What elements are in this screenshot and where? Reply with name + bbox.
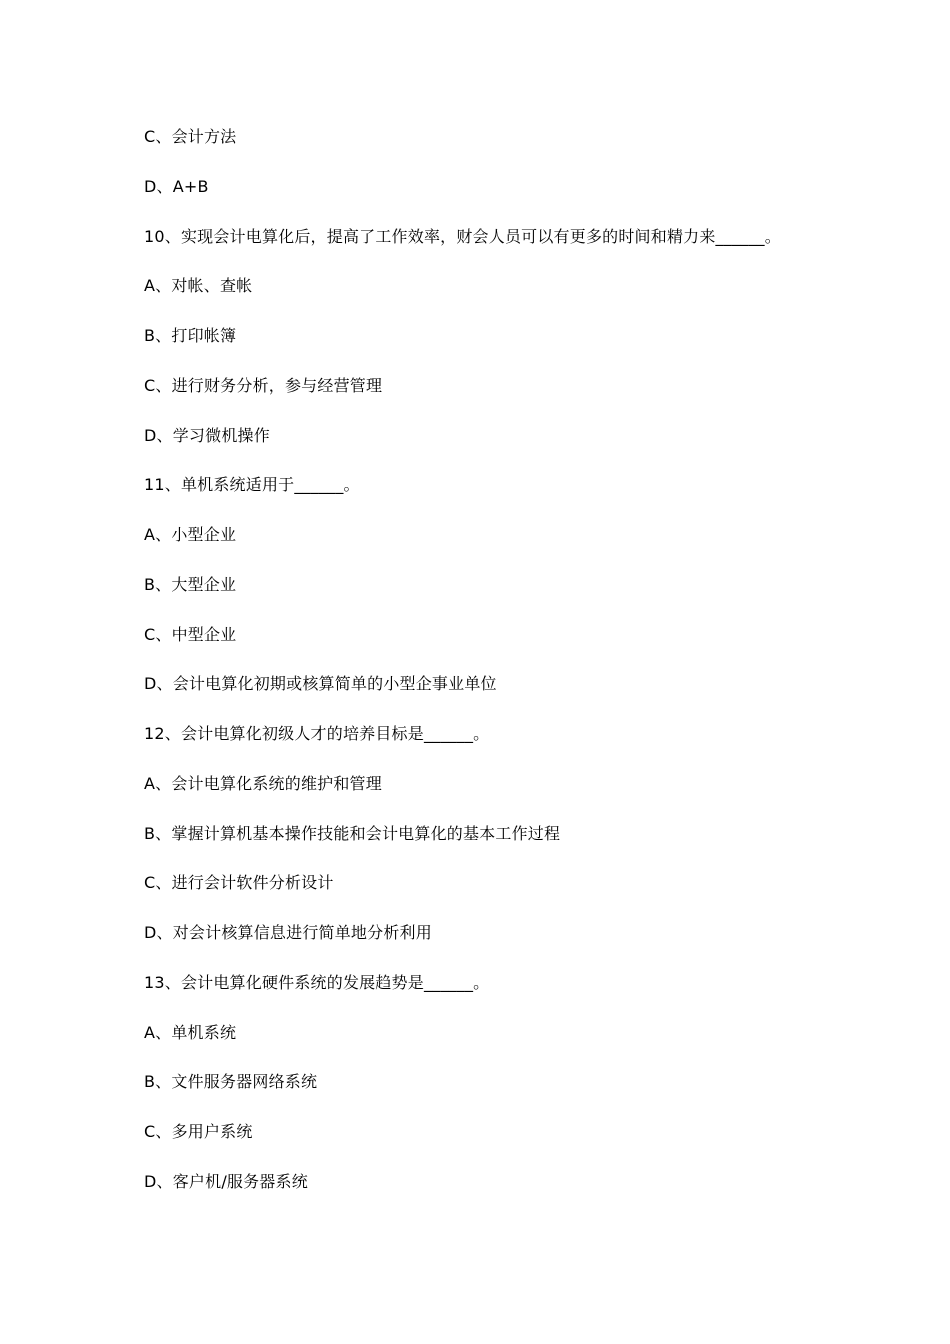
question-list bbox=[144, 125, 844, 1220]
option-a-q11: A、小型企业 bbox=[144, 525, 237, 544]
question-10: 10、实现会计电算化后，提高了工作效率，财会人员可以有更多的时间和精力来______。 bbox=[144, 226, 781, 246]
option-d-q13: D、客户机/服务器系统 bbox=[144, 1171, 308, 1191]
question-12: 12、会计电算化初级人才的培养目标是______。 bbox=[144, 724, 490, 743]
option-b-q12: B、掌握计算机基本操作技能和会计电算化的基本工作过程 bbox=[144, 823, 561, 843]
option-a-q10: A、对帐、查帐 bbox=[144, 276, 253, 296]
option-c-q12: C、进行会计软件分析设计 bbox=[144, 873, 334, 893]
question-11: 11、单机系统适用于______。 bbox=[144, 475, 360, 495]
option-a-q12: A、会计电算化系统的维护和管理 bbox=[144, 773, 382, 793]
option-c-q9: C、会计方法 bbox=[144, 127, 237, 146]
option-a-q13: A、单机系统 bbox=[144, 1022, 237, 1042]
option-b-q13: B、文件服务器网络系统 bbox=[144, 1072, 318, 1092]
option-b-q10: B、打印帐簿 bbox=[144, 326, 237, 345]
option-d-q9: D、A+B bbox=[144, 176, 209, 196]
option-c-q11: C、中型企业 bbox=[144, 624, 237, 644]
option-d-q10: D、学习微机操作 bbox=[144, 425, 270, 445]
question-13: 13、会计电算化硬件系统的发展趋势是______。 bbox=[144, 972, 490, 992]
option-c-q13: C、多用户系统 bbox=[144, 1122, 253, 1141]
option-b-q11: B、大型企业 bbox=[144, 574, 237, 594]
option-d-q12: D、对会计核算信息进行简单地分析利用 bbox=[144, 923, 432, 942]
option-d-q11: D、会计电算化初期或核算简单的小型企事业单位 bbox=[144, 674, 497, 694]
option-c-q10: C、进行财务分析，参与经营管理 bbox=[144, 375, 383, 395]
